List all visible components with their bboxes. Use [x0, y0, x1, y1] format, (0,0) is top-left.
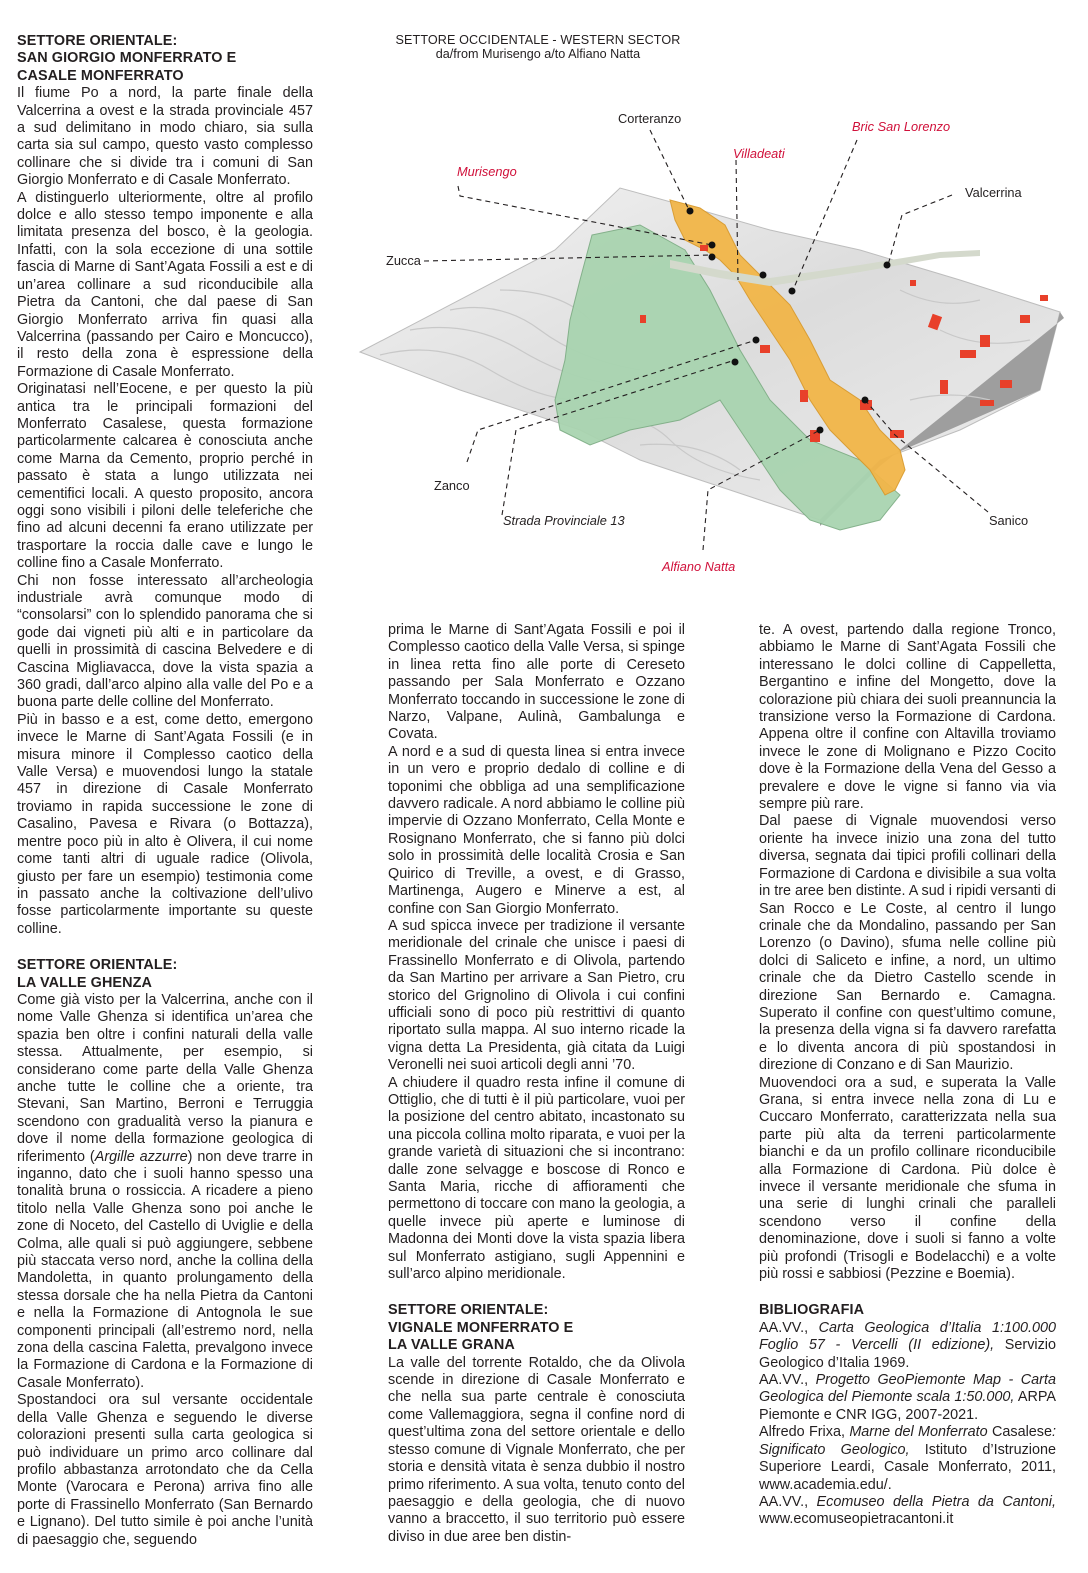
marker-alfiano-natta	[817, 427, 824, 434]
map-title: SETTORE OCCIDENTALE - WESTERN SECTOR	[395, 33, 681, 47]
left-column	[17, 33, 313, 1549]
bibliography-entry: AA.VV., Ecomuseo della Pietra da Cantoni, www.ecomuseopietracantoni.it	[759, 1493, 1056, 1528]
section-heading-vignale: SETTORE ORIENTALE: VIGNALE MONFERRATO E LA VALLE GRANA	[388, 1302, 574, 1354]
marker-villadeati	[760, 272, 767, 279]
map-title-block	[340, 33, 736, 61]
geological-3d-map	[340, 100, 1088, 600]
paragraph: A nord e a sud di questa linea si entra invece in un vero e proprio dedalo di colline e di toponimi che obbliga ad una semplificazione davvero radicale. A nord abbiamo le colline più impervie di Ozzano Monferrato, Cella Monte e Rosignano Monferrato, che si fanno più dolci solo in prossimità delle località Crosia e San Quirico di Treville, a ovest, e di Grasso, Martinenga, Augero e Minerve a est, al confine con San Giorgio Monferrato.	[388, 743, 685, 917]
paragraph: A distinguerlo ulteriormente, oltre al profilo dolce e allo stesso tempo imponente e alla limitata presenza del bosco, è la geologia. Infatti, con la sola eccezione di una sottile fascia di Marne di Sant’Agata Fossili a est e di un’area collinare a sud riconducibile alla Pietra da Cantoni, che dal paese di San Giorgio Monferrato arriva fin quasi alla Valcerrina (passando per Cairo e Moncucco), il resto della zona è espressione della Formazione di Casale Monferrato.	[17, 189, 313, 380]
marker-sanico	[862, 397, 869, 404]
label-corteranzo: Corteranzo	[618, 111, 682, 126]
paragraph: Come già visto per la Valcerrina, anche con il nome Valle Ghenza si identifica un’area che spazia ben oltre i confini naturali della valle stessa. Attualmente, per esempio, si considerano come parte della Valle Ghenza anche tutte le colline che a oriente, tra Stevani, San Martino, Berroni e Terruggia scendono con gradualità verso la pianura e dove il nome della formazione geologica di riferimento (Argille azzurre) non deve trarre in inganno, dato che i suoli hanno spesso una tonalità bruna o rossiccia. A ricadere a pieno titolo nella Valle Ghenza sono poi anche le zone di Noceto, del Castello di Uviglie e della Colma, alle quali si può aggiungere, sebbene più staccata verso nord, anche la collina della Mandoletta, in quanto prolungamento della stessa dorsale che ha nella Pietra da Cantoni e nella la Formazione di Antognola le sue componenti principali (all’estremo nord, nella zona della cascina Faletta, prevalgono invece la Formazione di Cardona e la Formazione di Casale Monferrato).	[17, 991, 313, 1391]
paragraph: Spostandoci ora sul versante occidentale della Valle Ghenza e seguendo le diverse colorazioni presenti sulla carta geologica si può individuare un primo arco collinare dal profilo abbastanza arrotondato che da Cella Monte (Varocara e Perona) arriva fino alle porte di Frassinello Monferrato (San Bernardo e Lignano). Del tutto simile è poi anche l’unità di paesaggio che, seguendo	[17, 1392, 313, 1548]
right-column	[759, 622, 1056, 1529]
marker-valcerrina	[884, 262, 891, 269]
label-zucca: Zucca	[386, 253, 421, 268]
label-strada-provinciale-13: Strada Provinciale 13	[503, 513, 625, 528]
bibliography-entry: AA.VV., Progetto GeoPiemonte Map - Carta Geologica del Piemonte scala 1:50.000, ARPA Piemonte e CNR IGG, 2007-2021.	[759, 1372, 1056, 1423]
paragraph: La valle del torrente Rotaldo, che da Olivola scende in direzione di Casale Monferrato e che nella sua parte centrale è conosciuta come Vallemaggiora, segna il confine nord di quest’ultima zona del settore orientale e dello stesso comune di Vignale Monferrato, che per storia e densità vitata è senza dubbio il nostro primo riferimento. A sua volta, tenuto conto del paesaggio e della geologia, che di nuovo vanno a braccetto, il suo territorio può essere diviso in due aree ben distin-	[388, 1354, 685, 1545]
label-bric-san-lorenzo: Bric San Lorenzo	[852, 119, 951, 134]
paragraph: te. A ovest, partendo dalla regione Tronco, abbiamo le Marne di Sant’Agata Fossili che interessano le dolci colline di Cappelletta, Bergantino e infine del Mongetto, dove la colorazione più chiara dei suoli preannuncia la transizione verso la Formazione di Cardona. Appena oltre il confine con Altavilla troviamo invece le zone di Molignano e Pizzo Cocito dove è la Formazione della Vena del Gesso a prevalere e dove le vigne si fanno via via sempre più rare.	[759, 622, 1056, 813]
marker-zucca	[709, 254, 716, 261]
paragraph: Muovendoci ora a sud, e superata la Valle Grana, si entra invece nella zona di Lu e Cuccaro Monferrato, caratterizzata nella sua parte più alta da terreni particolarmente bianchi e da un profilo collinare riconducibile alla Formazione di Cardona. Più dolce è invece il versante meridionale che sfuma in una serie di lunghi crinali che paralleli scendono verso il confine della denominazione, dove i suoli si fanno a volte più profondi (Trisogli e Bodelacchi) e a volte più rossi e sabbiosi (Pezzine e Boemia).	[759, 1074, 1056, 1283]
paragraph: Dal paese di Vignale muovendosi verso oriente ha invece inizio una zona del tutto diversa, segnata dai tipici profili collinari della Formazione di Cardona e divisibile a sua volta in tre aree ben distinte. A sud i ripidi versanti di San Rocco e Le Coste, al centro il lungo crinale che da Mondalino, passando per San Lorenzo (o Davino), sfuma nelle colline più dolci di Saliceto e infine, a nord, un ultimo crinale che da Dietro Castello scende in direzione San Bernardo e. Camagna. Superato il confine con quest’ultimo comune, la presenza della vigna si fa davvero rarefatta e lo diventa ancora di più spostandosi in direzione di Conzano e di San Maurizio.	[759, 813, 1056, 1074]
paragraph: Più in basso e a est, come detto, emergono invece le Marne di Sant’Agata Fossili (e in misura minore il Complesso caotico della Valle Versa) e muovendosi lungo la statale 457 in direzione di Casale Monferrato troviamo in rapida successione le zone di Casalino, Pavesa e Rivara (o Bottazza), mentre poco più in alto è Olivera, il cui nome come tanti altri di uguale radice (Olivola, giusto per fare un esempio) testimonia come in passato anche la coltivazione dell’ulivo fosse particolarmente importante su queste colline.	[17, 711, 313, 937]
label-villadeati: Villadeati	[733, 146, 785, 161]
section-heading-valle-ghenza: SETTORE ORIENTALE: LA VALLE GHENZA	[17, 957, 178, 991]
label-valcerrina: Valcerrina	[965, 185, 1022, 200]
bibliography-heading: BIBLIOGRAFIA	[759, 1302, 865, 1319]
paragraph: Originatasi nell’Eocene, e per questo la più antica tra le principali formazioni del Monferrato Casalese, questa formazione particolarmente calcarea è conosciuta anche come Marna da Cemento, proprio perché in passato è stata a lungo utilizzata nei cementifici locali. A questo proposito, ancora oggi sono visibili i piloni delle teleferiche che fino ad alcuni decenni fa erano utilizzate per trasportare la roccia dalle cave e lungo le colline fino a Casale Monferrato.	[17, 381, 313, 572]
label-zanco: Zanco	[434, 478, 470, 493]
label-alfiano-natta: Alfiano Natta	[662, 559, 736, 574]
bibliography-entry: Alfredo Frixa, Marne del Monferrato Casalese: Significato Geologico, Istituto d’Istruzione Superiore Leardi, Casale Monferrato, 2011, www.academia.edu/.	[759, 1424, 1057, 1493]
map-relief	[340, 100, 1088, 600]
marker-bric-san-lorenzo	[789, 288, 796, 295]
paragraph: prima le Marne di Sant’Agata Fossili e poi il Complesso caotico della Valle Versa, si spinge in linea retta fino alle porte di Cereseto passando per Sala Monferrato e Ozzano Monferrato toccando in successione le zone di Narzo, Valpane, Aulinà, Gambalunga e Covata.	[388, 622, 685, 743]
marker-zanco	[753, 337, 760, 344]
marker-strada-provinciale	[732, 359, 739, 366]
paragraph: A chiudere il quadro resta infine il comune di Ottiglio, che di tutti è il più particolare, vuoi per la posizione del centro abitato, incastonato su una piccola collina molto riparata, e vuoi per la grande varietà di situazioni che si incontrano: dalle zone selvagge e boscose di Ronco e Santa Maria, ricche di affioramenti che permettono di toccare con mano la geologia, a quelle invece più aperte e luminose di Madonna dei Monti dove la vista spazia libera sul Monferrato astigiano, sugli Appennini e sull’arco alpino meridionale.	[388, 1074, 685, 1283]
section-heading-san-giorgio: SETTORE ORIENTALE: SAN GIORGIO MONFERRATO E CASALE MONFERRATO	[17, 33, 237, 84]
marker-murisengo	[709, 242, 716, 249]
paragraph: Chi non fosse interessato all’archeologia industriale avrà comunque modo di “consolarsi” con lo splendido panorama che si gode dai vigneti più alti e in particolare da quelli in prossimità di cascina Belvedere e di Cascina Migliavacca, dove la vista spazia a 360 gradi, dall’arco alpino alla valle del Po e a buona parte delle colline del Monferrato.	[17, 572, 313, 711]
label-murisengo: Murisengo	[457, 164, 517, 179]
map-subtitle: da/from Murisengo a/to Alfiano Natta	[435, 47, 641, 61]
paragraph: A sud spicca invece per tradizione il versante meridionale del crinale che unisce i paesi di Frassinello Monferrato e di Olivola, partendo da San Martino per arrivare a San Pietro, cru storico del Grignolino di Olivola i cui confini ufficiali sono di poco più restrittivi di quanto riportato sulla mappa. Al suo interno ricade la vigna detta La Presidenta, già citata da Luigi Veronelli nei suoi articoli degli anni ’70.	[388, 917, 685, 1074]
paragraph: Il fiume Po a nord, la parte finale della Valcerrina a ovest e la strada provinciale 457 a sud delimitano in modo chiaro, sia sulla carta sia sul campo, questo vasto complesso collinare che si divide tra i comuni di San Giorgio Monferrato e di Casale Monferrato.	[17, 85, 313, 189]
middle-column	[388, 622, 685, 1546]
label-sanico: Sanico	[989, 513, 1029, 528]
bibliography-entry: AA.VV., Carta Geologica d’Italia 1:100.000 Foglio 57 - Vercelli (II edizione), Servizio Geologico d’Italia 1969.	[759, 1319, 1056, 1371]
marker-corteranzo	[687, 208, 694, 215]
